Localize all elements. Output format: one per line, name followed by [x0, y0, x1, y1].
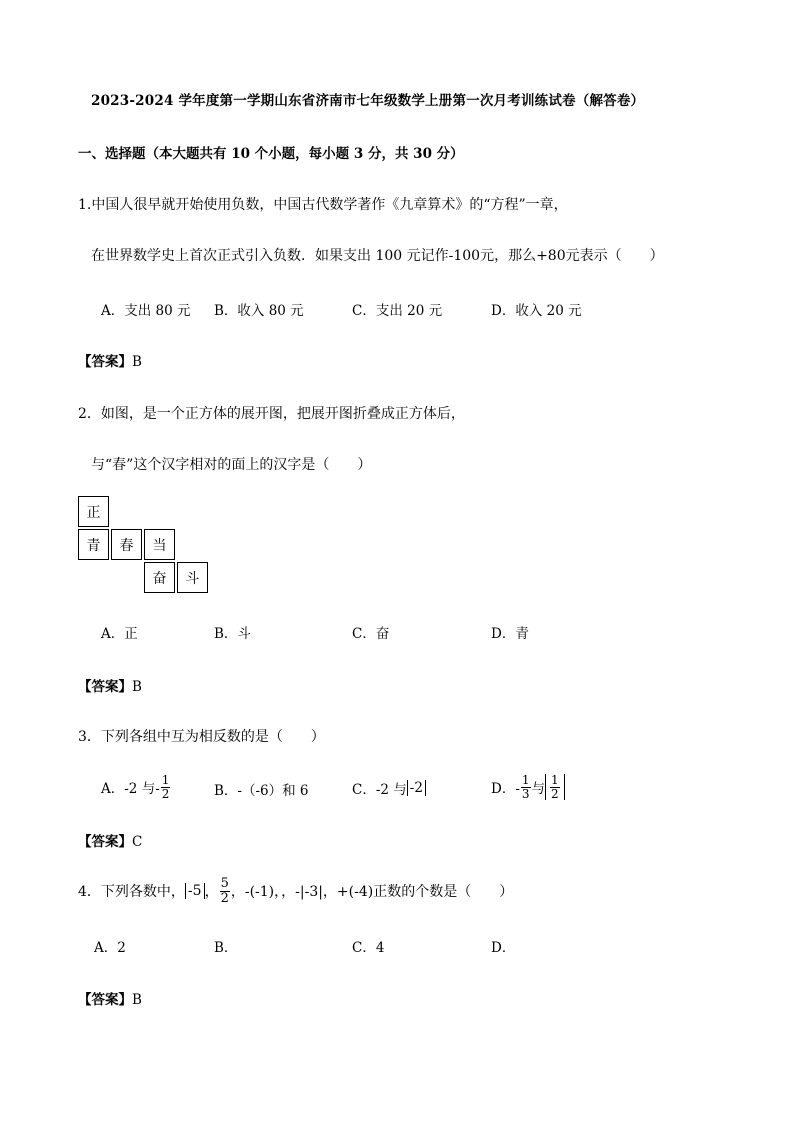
q4-fraction	[220, 877, 230, 905]
q3-option-d-connector: 与	[531, 781, 546, 797]
q4-option-c: C．4	[352, 940, 385, 956]
q3-option-a	[101, 769, 171, 805]
q3-option-d	[491, 769, 565, 805]
fraction-numerator: 5	[220, 875, 229, 891]
q3-option-c-absolute-value: -2	[407, 780, 426, 796]
q3-answer-value: C	[132, 834, 143, 850]
q4-absolute-value: -5	[185, 883, 205, 899]
answer-label: 【答案】	[78, 834, 132, 850]
q1-option-b: B．收入 80 元	[214, 303, 304, 319]
q4-stem-rest: ，-(-1)，，-|-3|，+(-4)正数的个数是（ ）	[230, 884, 514, 900]
q2-answer-value: B	[132, 679, 142, 695]
net-cell-qing: 青	[78, 529, 109, 560]
q3-option-c-text: C．-2 与	[352, 782, 407, 798]
fraction-denominator: 2	[220, 890, 229, 906]
q2-answer	[78, 675, 142, 695]
q3-line1: 3．下列各组中互为相反数的是（ ）	[78, 729, 325, 745]
q1-option-d: D．收入 20 元	[491, 303, 582, 319]
q4-option-a: A．2	[94, 940, 126, 956]
net-cell-zheng: 正	[78, 496, 109, 527]
q4-option-d: D．	[491, 940, 516, 956]
q2-option-c: C．奋	[352, 626, 390, 642]
q4-option-b: B．	[214, 940, 238, 956]
q4-stem	[78, 873, 513, 909]
q1-option-a: A．支出 80 元	[101, 303, 191, 319]
q3-option-b: B．-（-6）和 6	[214, 783, 309, 799]
answer-label: 【答案】	[78, 679, 132, 695]
exam-title: 2023-2024 学年度第一学期山东省济南市七年级数学上册第一次月考训练试卷（解答卷）	[91, 93, 645, 109]
q2-option-b: B．斗	[214, 626, 251, 642]
q1-answer	[78, 350, 142, 370]
q4-answer	[78, 988, 142, 1008]
net-cell-dang: 当	[144, 529, 175, 560]
q3-option-d-fraction-1	[521, 774, 531, 800]
q3-option-d-text: D．-	[491, 781, 520, 797]
fraction-numerator: 1	[551, 772, 559, 787]
q1-option-c: C．支出 20 元	[352, 303, 443, 319]
q3-option-a-fraction	[161, 774, 171, 800]
fraction-denominator: 2	[551, 786, 559, 801]
q2-option-d: D．青	[491, 626, 529, 642]
q3-option-a-text: A．-2 与-	[101, 781, 160, 797]
section-heading: 一、选择题（本大题共有 10 个小题，每小题 3 分，共 30 分）	[78, 146, 464, 162]
q3-option-c	[352, 778, 426, 798]
q1-line1: 1.中国人很早就开始使用负数，中国古代数学著作《九章算术》的“方程”一章，	[78, 197, 568, 213]
q4-stem-intro: 4．下列各数中，	[78, 884, 185, 900]
q4-answer-value: B	[132, 992, 142, 1008]
answer-label: 【答案】	[78, 354, 132, 370]
q3-option-d-absolute-value	[545, 774, 565, 800]
cube-net-figure	[78, 496, 208, 594]
fraction-numerator: 1	[161, 772, 170, 787]
q2-option-a: A．正	[101, 626, 138, 642]
fraction-numerator: 1	[521, 772, 530, 787]
answer-label: 【答案】	[78, 992, 132, 1008]
q2-line1: 2．如图，是一个正方体的展开图，把展开图折叠成正方体后，	[78, 406, 465, 422]
q3-option-d-fraction-2	[550, 774, 560, 800]
net-cell-chun: 春	[111, 529, 142, 560]
q1-line2: 在世界数学史上首次正式引入负数．如果支出 100 元记作-100元，那么+80元表示（ ）	[91, 248, 664, 264]
q1-answer-value: B	[132, 354, 142, 370]
q4-separator: ，	[204, 884, 219, 900]
net-cell-dou: 斗	[177, 562, 208, 593]
net-cell-fen: 奋	[144, 562, 175, 593]
q3-answer	[78, 830, 142, 850]
fraction-denominator: 2	[161, 786, 170, 801]
fraction-denominator: 3	[521, 786, 530, 801]
q2-line2: 与“春”这个汉字相对的面上的汉字是（ ）	[91, 457, 372, 473]
